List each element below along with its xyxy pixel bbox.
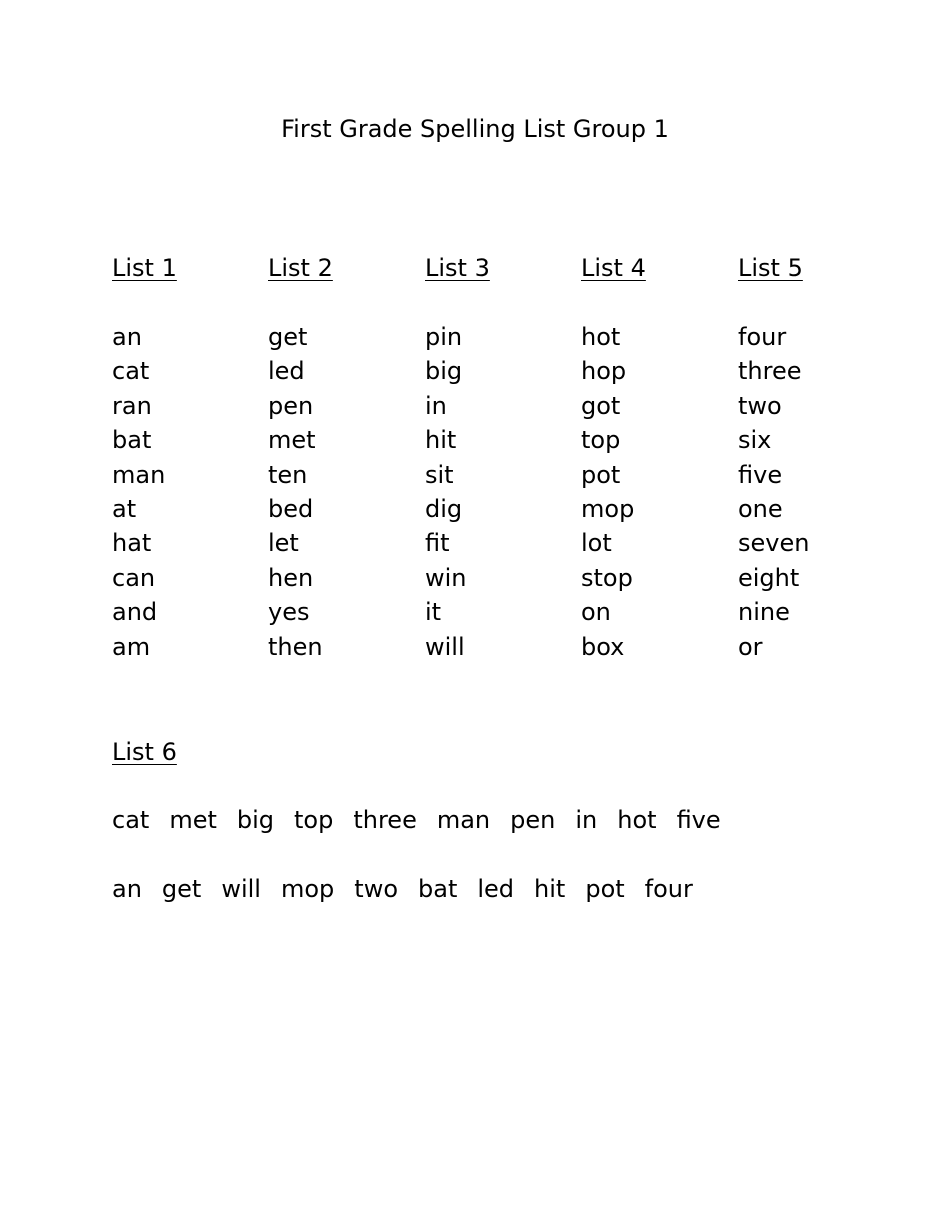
- spelling-word: cat: [112, 806, 150, 834]
- spelling-word: dig: [425, 494, 463, 523]
- spelling-word: met: [169, 806, 217, 834]
- spelling-word: two: [738, 391, 782, 420]
- spelling-word: hen: [268, 563, 314, 592]
- spelling-word: cat: [112, 357, 150, 386]
- spelling-word: hot: [617, 806, 657, 834]
- spelling-word: am: [112, 632, 151, 661]
- spelling-word: five: [738, 460, 783, 489]
- list-6-row-1: [112, 804, 721, 836]
- spelling-word: mop: [581, 494, 635, 523]
- spelling-word: hot: [581, 323, 621, 351]
- list-6-heading: List 6: [112, 738, 177, 766]
- spelling-word: get: [161, 875, 202, 903]
- spelling-word: met: [268, 426, 316, 455]
- spelling-word: yes: [268, 598, 310, 627]
- spelling-word: pot: [585, 875, 625, 903]
- spelling-word: mop: [280, 875, 335, 903]
- list-3-heading: List 3: [425, 254, 490, 282]
- spelling-word: ten: [268, 460, 308, 489]
- spelling-word: four: [738, 323, 787, 351]
- spelling-word: box: [581, 632, 625, 661]
- spelling-word: one: [738, 494, 783, 523]
- spelling-word: then: [268, 632, 323, 661]
- spelling-word: or: [738, 632, 763, 661]
- spelling-word: can: [112, 563, 156, 592]
- spelling-word: got: [581, 391, 621, 420]
- spelling-word: seven: [738, 529, 810, 558]
- spelling-word: pin: [425, 323, 463, 351]
- spelling-word: in: [575, 806, 598, 834]
- spelling-word: eight: [738, 563, 800, 592]
- spelling-word: stop: [581, 563, 633, 592]
- spelling-word: will: [221, 875, 261, 903]
- spelling-word: three: [738, 357, 802, 386]
- spelling-word: bat: [418, 875, 458, 903]
- spelling-word: ran: [112, 391, 152, 420]
- spelling-word: pot: [581, 460, 621, 489]
- spelling-word: man: [436, 806, 491, 834]
- spelling-word: top: [294, 806, 334, 834]
- spelling-word: lot: [581, 529, 612, 558]
- spelling-word: led: [268, 357, 305, 386]
- list-1-column: [112, 252, 262, 664]
- spelling-word: fit: [425, 529, 450, 558]
- spelling-word: five: [676, 806, 721, 834]
- spelling-word: will: [425, 632, 465, 661]
- list-2-heading: List 2: [268, 254, 333, 282]
- list-3-words: [425, 320, 575, 664]
- spelling-word: pen: [268, 391, 314, 420]
- spelling-word: hit: [534, 875, 566, 903]
- list-4-heading: List 4: [581, 254, 646, 282]
- spelling-word: win: [425, 563, 467, 592]
- spelling-word: an: [112, 323, 142, 351]
- list-2-column: [268, 252, 418, 664]
- spelling-word: let: [268, 529, 299, 558]
- list-3-column: [425, 252, 575, 664]
- spelling-word: led: [477, 875, 515, 903]
- list-4-column: [581, 252, 731, 664]
- spelling-word: get: [268, 323, 308, 351]
- spelling-word: at: [112, 494, 137, 523]
- spelling-word: four: [644, 875, 693, 903]
- spelling-lists: [112, 252, 872, 672]
- spelling-word: and: [112, 598, 158, 627]
- list-5-words: [738, 320, 888, 664]
- spelling-word: man: [112, 460, 166, 489]
- list-5-column: [738, 252, 888, 664]
- spelling-word: six: [738, 426, 772, 455]
- spelling-word: pen: [510, 806, 556, 834]
- spelling-word: on: [581, 598, 611, 627]
- list-4-words: [581, 320, 731, 664]
- list-1-heading: List 1: [112, 254, 177, 282]
- spelling-word: bed: [268, 494, 314, 523]
- spelling-word: two: [354, 875, 399, 903]
- list-5-heading: List 5: [738, 254, 803, 282]
- list-1-words: [112, 320, 262, 664]
- spelling-word: big: [236, 806, 275, 834]
- spelling-word: top: [581, 426, 621, 455]
- spelling-word: hit: [425, 426, 457, 455]
- spelling-word: sit: [425, 460, 454, 489]
- spelling-word: bat: [112, 426, 152, 455]
- page-title: First Grade Spelling List Group 1: [281, 115, 669, 143]
- list-2-words: [268, 320, 418, 664]
- spelling-word: hop: [581, 357, 627, 386]
- list-6-row-2: [112, 873, 693, 905]
- spelling-word: it: [425, 598, 442, 627]
- spelling-word: hat: [112, 529, 152, 558]
- spelling-word: in: [425, 391, 447, 420]
- spelling-word: big: [425, 357, 463, 386]
- spelling-word: three: [353, 806, 417, 834]
- spelling-word: an: [112, 875, 142, 903]
- spelling-word: nine: [738, 598, 790, 627]
